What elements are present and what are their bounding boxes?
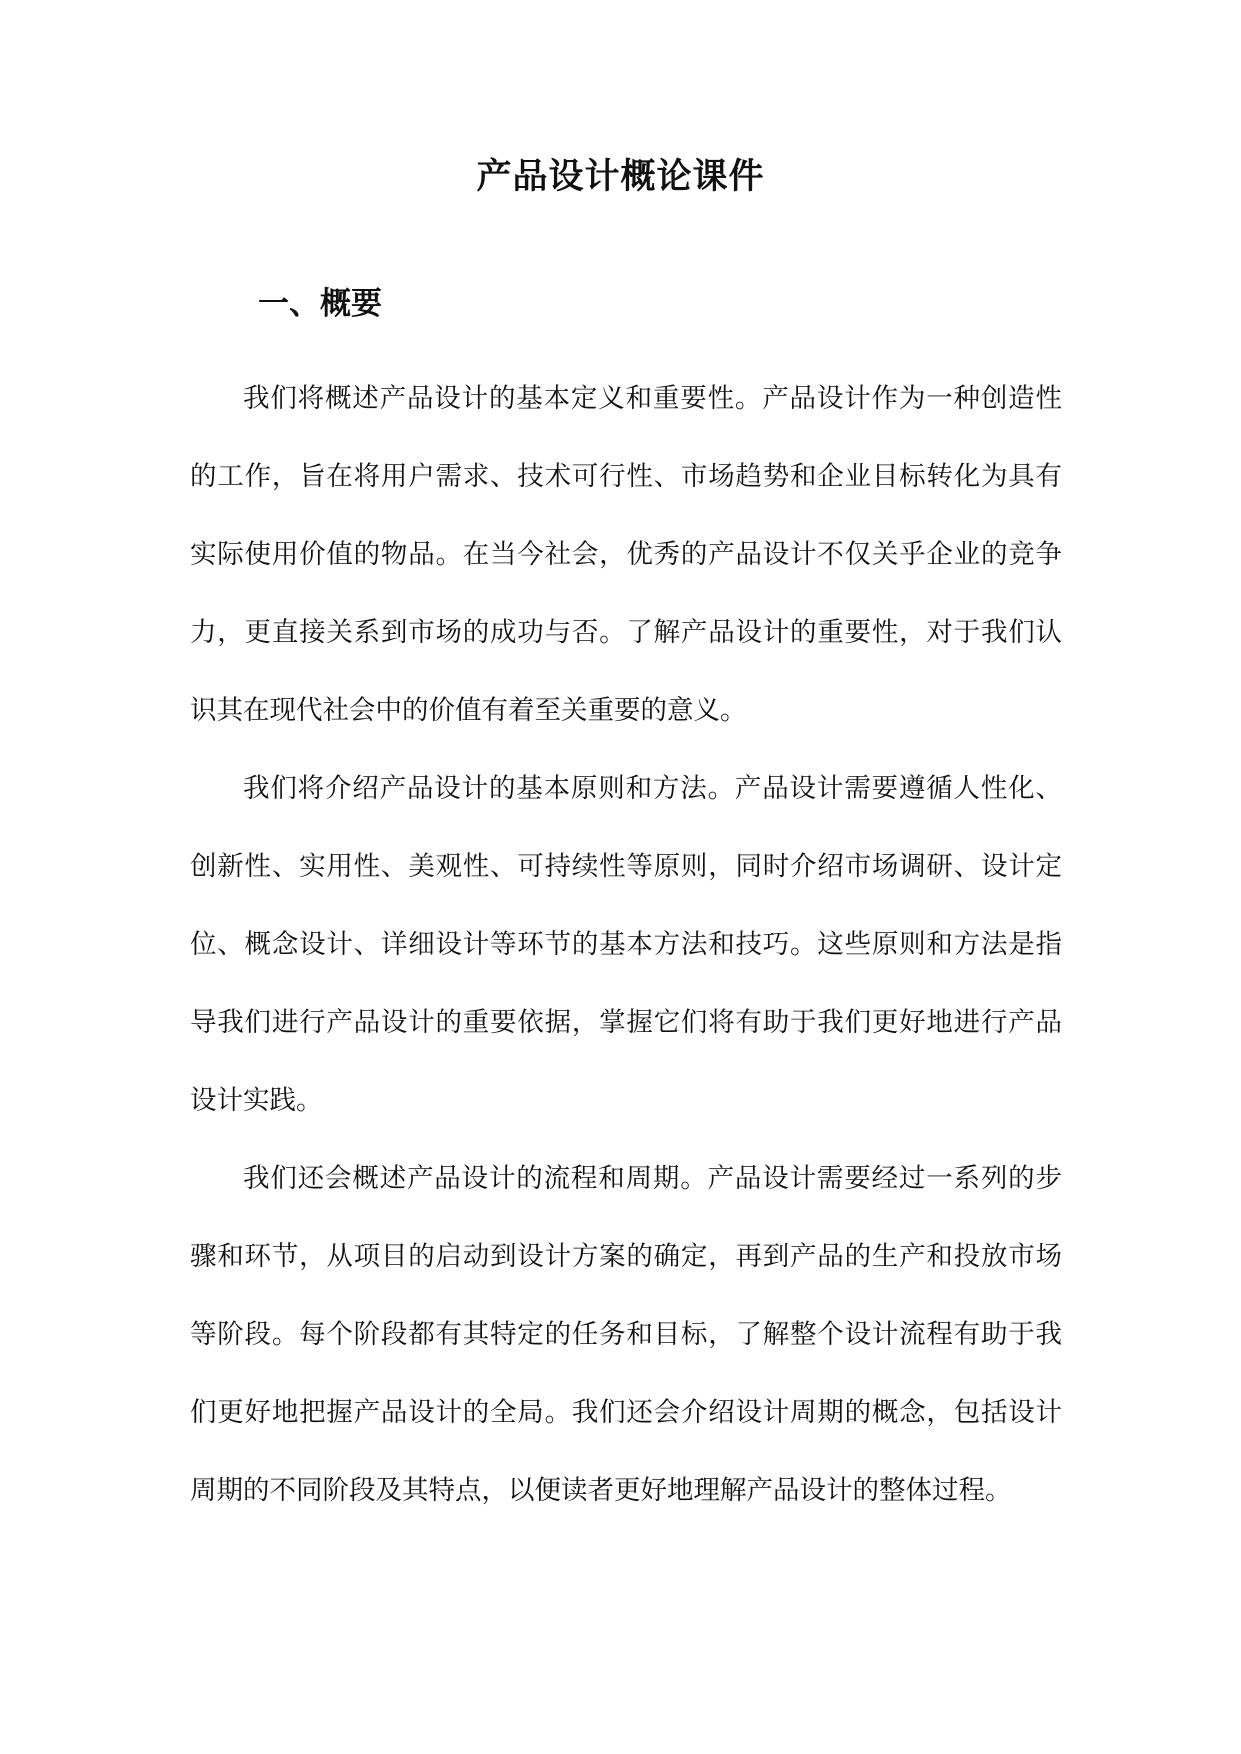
paragraph-principles: 我们将介绍产品设计的基本原则和方法。产品设计需要遵循人性化、创新性、实用性、美观性、可持续性等原则，同时介绍市场调研、设计定位、概念设计、详细设计等环节的基本方法和技巧。这些原则和方法是指导我们进行产品设计的重要依据，掌握它们将有助于我们更好地进行产品设计实践。 xyxy=(190,773,1062,1116)
paragraph-definition: 我们将概述产品设计的基本定义和重要性。产品设计作为一种创造性的工作，旨在将用户需求、技术可行性、市场趋势和企业目标转化为具有实际使用价值的物品。在当今社会，优秀的产品设计不仅关乎企业的竞争力，更直接关系到市场的成功与否。了解产品设计的重要性，对于我们认识其在现代社会中的价值有着至关重要的意义。 xyxy=(190,383,1062,726)
section-body xyxy=(190,360,1062,1530)
document-title: 产品设计概论课件 xyxy=(476,156,765,197)
paragraph-process: 我们还会概述产品设计的流程和周期。产品设计需要经过一系列的步骤和环节，从项目的启动到设计方案的确定，再到产品的生产和投放市场等阶段。每个阶段都有其特定的任务和目标，了解整个设计流程有助于我们更好地把握产品设计的全局。我们还会介绍设计周期的概念，包括设计周期的不同阶段及其特点，以便读者更好地理解产品设计的整体过程。 xyxy=(190,1163,1062,1506)
section-heading: 一、概要 xyxy=(258,286,382,322)
